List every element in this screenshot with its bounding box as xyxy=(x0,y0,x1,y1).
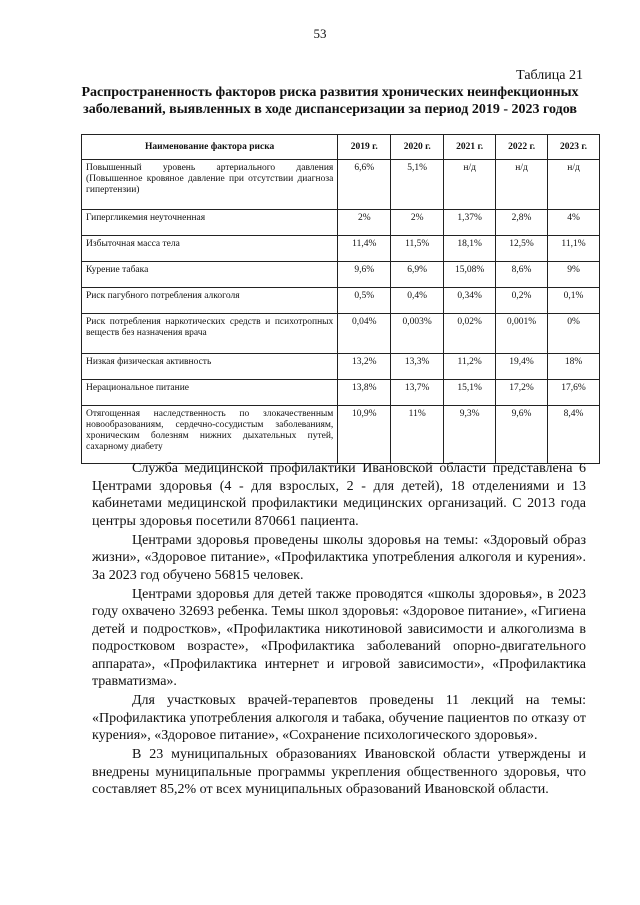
table-title: Распространенность факторов риска развития хронических неинфекционных заболеваний, выявленных в ходе диспансеризации за период 2019 - 2023 годов xyxy=(81,85,579,117)
cell-2020: 6,9% xyxy=(391,262,444,288)
page-number: 53 xyxy=(313,26,327,41)
header-year-2019: 2019 г. xyxy=(338,135,391,160)
cell-2021: 0,34% xyxy=(444,288,496,314)
cell-2020: 5,1% xyxy=(391,160,444,210)
cell-2023: 17,6% xyxy=(548,380,600,406)
cell-2019: 13,2% xyxy=(338,354,391,380)
cell-2022: 0,2% xyxy=(496,288,548,314)
cell-2021: 9,3% xyxy=(444,406,496,464)
cell-2021: 18,1% xyxy=(444,236,496,262)
cell-2021: н/д xyxy=(444,160,496,210)
row-factor-name: Низкая физическая активность xyxy=(82,354,338,380)
cell-2019: 10,9% xyxy=(338,406,391,464)
header-year-2022: 2022 г. xyxy=(496,135,548,160)
cell-2019: 2% xyxy=(338,210,391,236)
cell-2019: 9,6% xyxy=(338,262,391,288)
cell-2021: 1,37% xyxy=(444,210,496,236)
cell-2020: 2% xyxy=(391,210,444,236)
cell-2022: н/д xyxy=(496,160,548,210)
table-header-row xyxy=(82,135,600,160)
cell-2022: 19,4% xyxy=(496,354,548,380)
paragraph: Служба медицинской профилактики Ивановской области представлена 6 Центрами здоровья (4 - для взрослых, 2 - для детей), 18 отделениями и 13 кабинетами медицинской профилактики медицинских организаций. С 2013 года центры здоровья посетили 870661 пациента. xyxy=(92,461,586,529)
row-factor-name: Гипергликемия неуточненная xyxy=(82,210,338,236)
cell-2019: 13,8% xyxy=(338,380,391,406)
table-row xyxy=(82,262,600,288)
header-year-2021: 2021 г. xyxy=(444,135,496,160)
table-row xyxy=(82,406,600,464)
cell-2023: н/д xyxy=(548,160,600,210)
cell-2020: 13,3% xyxy=(391,354,444,380)
cell-2023: 4% xyxy=(548,210,600,236)
cell-2022: 0,001% xyxy=(496,314,548,354)
row-factor-name: Отягощенная наследственность по злокачественным новообразованиям, сердечно-сосудистым заболеваниям, хроническим болезням нижних дыхательных путей, сахарному диабету xyxy=(82,406,338,464)
cell-2021: 15,08% xyxy=(444,262,496,288)
cell-2021: 15,1% xyxy=(444,380,496,406)
cell-2023: 18% xyxy=(548,354,600,380)
cell-2020: 0,4% xyxy=(391,288,444,314)
table-row xyxy=(82,314,600,354)
cell-2022: 9,6% xyxy=(496,406,548,464)
cell-2022: 2,8% xyxy=(496,210,548,236)
cell-2023: 8,4% xyxy=(548,406,600,464)
cell-2023: 0,1% xyxy=(548,288,600,314)
cell-2023: 9% xyxy=(548,262,600,288)
row-factor-name: Повышенный уровень артериального давления (Повышенное кровяное давление при отсутствии диагноза гипертензии) xyxy=(82,160,338,210)
cell-2022: 17,2% xyxy=(496,380,548,406)
paragraph: Центрами здоровья проведены школы здоровья на темы: «Здоровый образ жизни», «Здоровое питание», «Профилактика употребления алкоголя и курения». За 2023 год обучено 56815 человек. xyxy=(92,532,586,583)
paragraph: В 23 муниципальных образованиях Ивановской области утверждены и внедрены муниципальные программы укрепления общественного здоровья, что составляет 85,2% от всех муниципальных образований Ивановской области. xyxy=(92,747,586,797)
cell-2022: 12,5% xyxy=(496,236,548,262)
cell-2022: 8,6% xyxy=(496,262,548,288)
cell-2020: 11% xyxy=(391,406,444,464)
paragraph: Центрами здоровья для детей также проводятся «школы здоровья», в 2023 году охвачено 32693 ребенка. Темы школ здоровья: «Здоровое питание», «Гигиена детей и подростков», «Профилактика никотиновой зависимости и алкоголизма в подростковом возрасте», «Профилактика заболеваний опорно-двигательного аппарата», «Профилактика интернет и игровой зависимости», «Профилактика травматизма». xyxy=(92,586,586,689)
row-factor-name: Избыточная масса тела xyxy=(82,236,338,262)
cell-2019: 0,04% xyxy=(338,314,391,354)
table-row xyxy=(82,160,600,210)
cell-2023: 0% xyxy=(548,314,600,354)
header-year-2023: 2023 г. xyxy=(548,135,600,160)
table-row xyxy=(82,236,600,262)
cell-2019: 6,6% xyxy=(338,160,391,210)
table-row xyxy=(82,288,600,314)
body-text xyxy=(92,460,586,800)
header-year-2020: 2020 г. xyxy=(391,135,444,160)
row-factor-name: Риск потребления наркотических средств и психотропных веществ без назначения врача xyxy=(82,314,338,354)
risk-factors-table xyxy=(81,134,600,464)
header-factor-name: Наименование фактора риска xyxy=(82,135,338,160)
cell-2021: 0,02% xyxy=(444,314,496,354)
cell-2020: 0,003% xyxy=(391,314,444,354)
cell-2020: 11,5% xyxy=(391,236,444,262)
cell-2019: 0,5% xyxy=(338,288,391,314)
table-row xyxy=(82,354,600,380)
row-factor-name: Риск пагубного потребления алкоголя xyxy=(82,288,338,314)
paragraph: Для участковых врачей-терапевтов проведены 11 лекций на темы: «Профилактика употребления алкоголя и табака, обучение пациентов по отказу от курения», «Здоровое питание», «Сохранение психологического здоровья». xyxy=(92,693,586,743)
cell-2020: 13,7% xyxy=(391,380,444,406)
row-factor-name: Нерациональное питание xyxy=(82,380,338,406)
table-row xyxy=(82,210,600,236)
cell-2023: 11,1% xyxy=(548,236,600,262)
table-row xyxy=(82,380,600,406)
row-factor-name: Курение табака xyxy=(82,262,338,288)
cell-2021: 11,2% xyxy=(444,354,496,380)
cell-2019: 11,4% xyxy=(338,236,391,262)
table-label: Таблица 21 xyxy=(516,68,583,83)
